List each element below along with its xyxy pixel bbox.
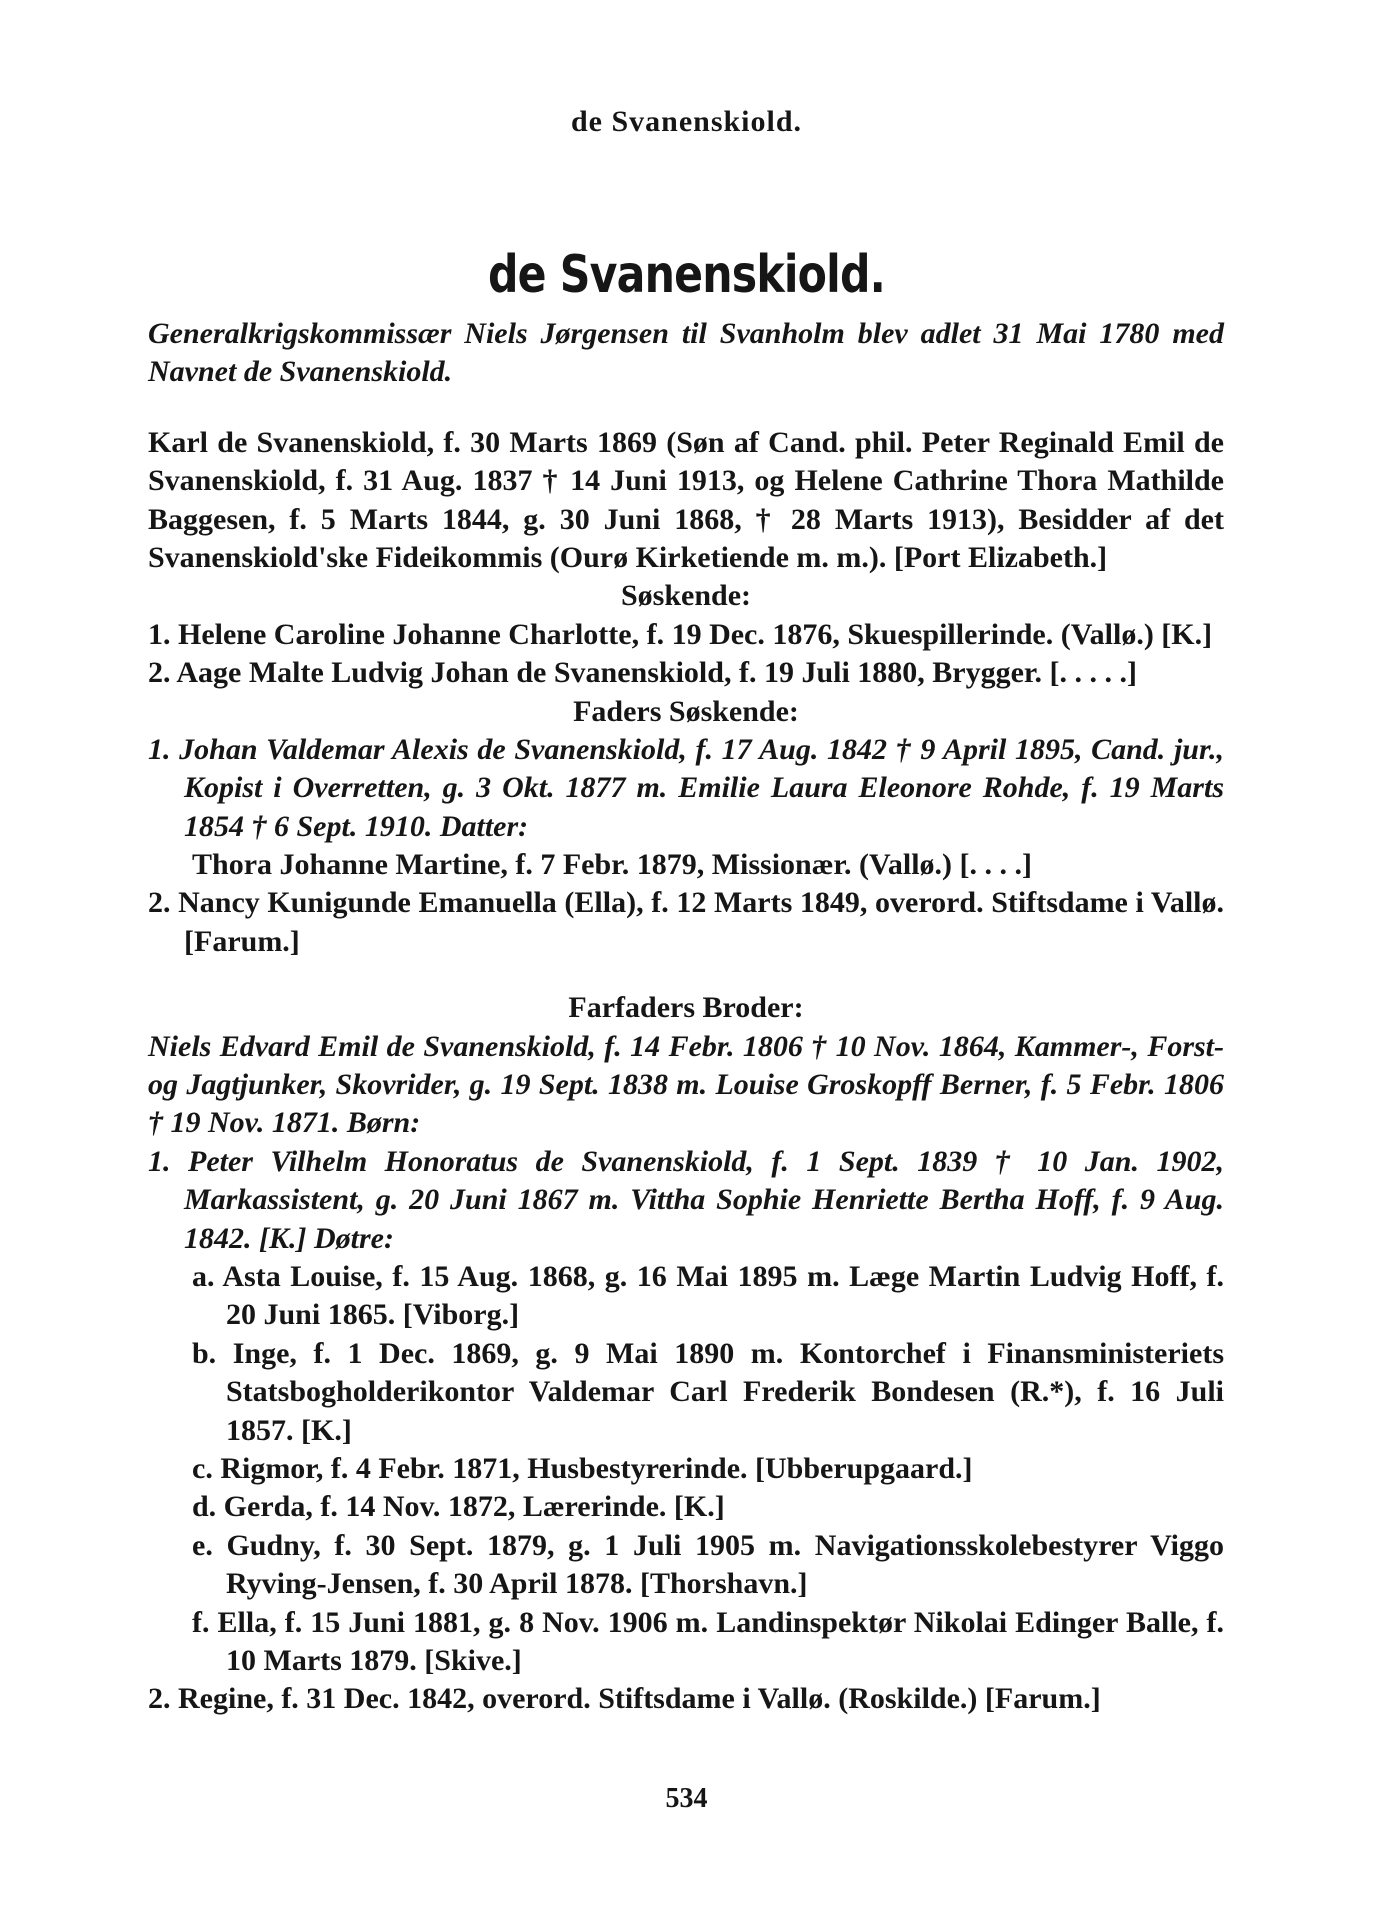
daughter-item: c. Rigmor, f. 4 Febr. 1871, Husbestyrerinde. [Ubberupgaard.] [192,1451,973,1485]
child-entry: 1. Peter Vilhelm Honoratus de Svanenskiold, f. 1 Sept. 1839 † 10 Jan. 1902, Markassistent, g. 20 Juni 1867 m. Vittha Sophie Henriette Bertha Hoff, f. 9 Aug. 1842. [K.] Døtre: [148,1144,1224,1255]
grandfather-brother-heading: Farfaders Broder: [568,991,804,1025]
grandfather-brother-entry: Niels Edvard Emil de Svanenskiold, f. 14 Febr. 1806 † 10 Nov. 1864, Kammer-, Forst- og Jagtjunker, Skovrider, g. 19 Sept. 1838 m. Louise Groskopff Berner, f. 5 Febr. 1806 † 19 Nov. 1871. Børn: [148,1029,1224,1140]
daughter-item: e. Gudny, f. 30 Sept. 1879, g. 1 Juli 1905 m. Navigationsskolebestyrer Viggo Ryving-Jensen, f. 30 April 1878. [Thorshavn.] [192,1528,1224,1601]
main-entry: Karl de Svanenskiold, f. 30 Marts 1869 (Søn af Cand. phil. Peter Reginald Emil de Svanenskiold, f. 31 Aug. 1837 † 14 Juni 1913, og Helene Cathrine Thora Mathilde Baggesen, f. 5 Marts 1844, g. 30 Juni 1868, † 28 Marts 1913), Besidder af det Svanenskiold'ske Fideikommis (Ourø Kirketiende m. m.). [Port Elizabeth.] [148,425,1224,574]
running-head: de Svanenskiold. [570,105,803,138]
daughter-item: d. Gerda, f. 14 Nov. 1872, Lærerinde. [K.] [192,1490,725,1524]
page-title: de Svanenskiold. [487,245,886,305]
intro-paragraph: Generalkrigskommissær Niels Jørgensen til Svanholm blev adlet 31 Mai 1780 med Navnet de Svanenskiold. [148,317,1224,389]
father-sibling-item: 2. Nancy Kunigunde Emanuella (Ella), f. 12 Marts 1849, overord. Stiftsdame i Vallø. [Farum.] [148,886,1224,958]
page-content [148,315,1224,1719]
daughter-entry: Thora Johanne Martine, f. 7 Febr. 1879, Missionær. (Vallø.) [. . . .] [192,848,1032,882]
page-number: 534 [665,1783,708,1814]
daughter-item: a. Asta Louise, f. 15 Aug. 1868, g. 16 Mai 1895 m. Læge Martin Ludvig Hoff, f. 20 Juni 1865. [Viborg.] [192,1259,1224,1332]
father-sibling-item: 1. Johan Valdemar Alexis de Svanenskiold, f. 17 Aug. 1842 † 9 April 1895, Cand. jur., Kopist i Overretten, g. 3 Okt. 1877 m. Emilie Laura Eleonore Rohde, f. 19 Marts 1854 † 6 Sept. 1910. Datter: [148,732,1224,843]
daughter-item: b. Inge, f. 1 Dec. 1869, g. 9 Mai 1890 m. Kontorchef i Finansministeriets Statsbogholderikontor Valdemar Carl Frederik Bondesen (R.*), f. 16 Juli 1857. [K.] [192,1336,1224,1447]
sibling-item: 1. Helene Caroline Johanne Charlotte, f. 19 Dec. 1876, Skuespillerinde. (Vallø.) [K.] [148,617,1213,651]
siblings-heading: Søskende: [620,579,752,613]
daughter-item: f. Ella, f. 15 Juni 1881, g. 8 Nov. 1906 m. Landinspektør Nikolai Edinger Balle, f. 10 Marts 1879. [Skive.] [192,1605,1224,1677]
sibling-item: 2. Aage Malte Ludvig Johan de Svanenskiold, f. 19 Juli 1880, Brygger. [. . . . .] [148,656,1137,690]
child-entry: 2. Regine, f. 31 Dec. 1842, overord. Stiftsdame i Vallø. (Roskilde.) [Farum.] [148,1682,1101,1716]
father-siblings-heading: Faders Søskende: [573,694,799,728]
